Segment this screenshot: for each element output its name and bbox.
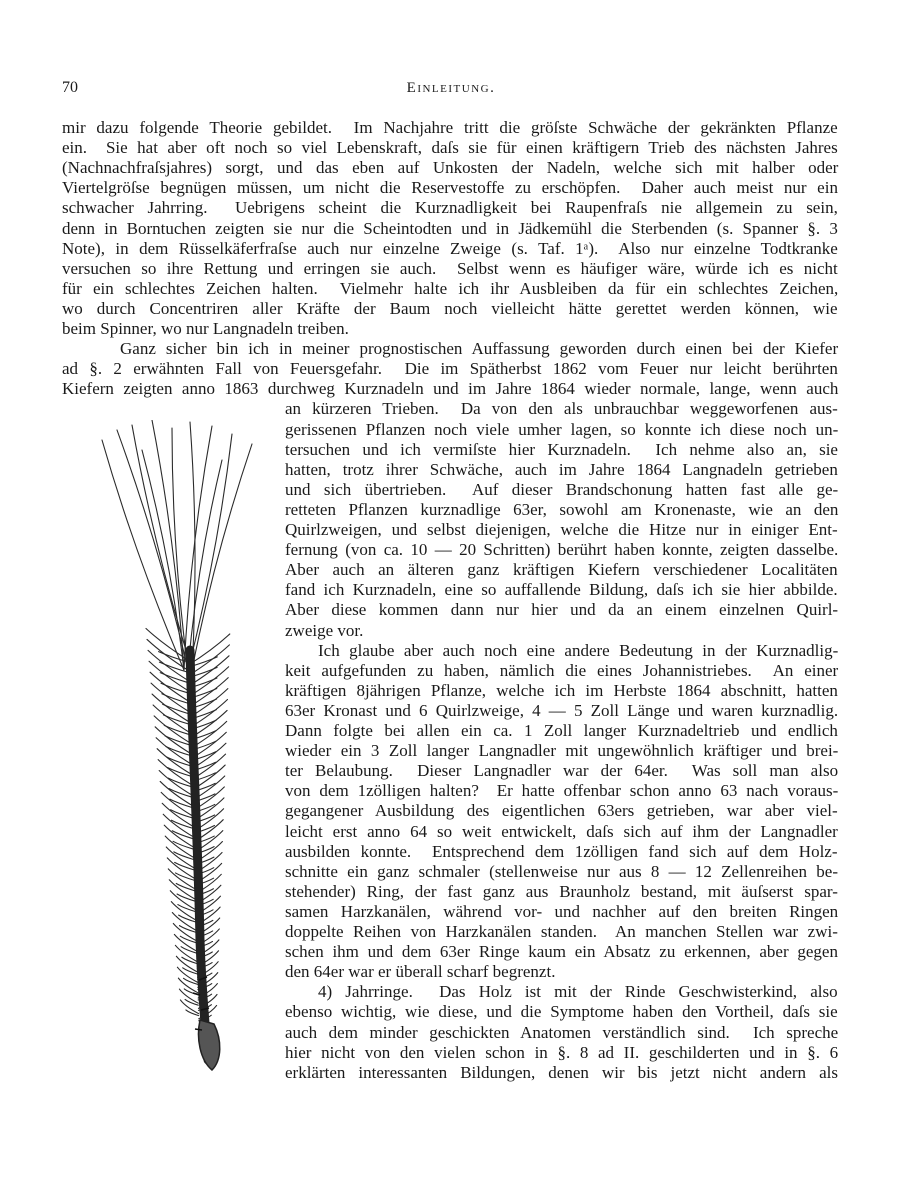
text-line: kräftigen 8jährigen Pflanze, welche ich im Herbste 1864 abschnitt, hatten	[285, 680, 838, 700]
text-line: stehender) Ring, der fast ganz aus Braunholz bestand, mit äuſserst spar-	[285, 881, 838, 901]
text-line: 63er Kronast und 6 Quirlzweige, 4 — 5 Zoll Länge und waren kurznadlig.	[285, 700, 839, 720]
text-line: schen ihm und dem 63er Ringe kaum ein Absatz zu erkennen, aber gegen	[285, 942, 838, 962]
text-line: Ganz sicher bin ich in meiner prognostischen Auffassung geworden durch einen bei der Kiefer	[120, 339, 839, 359]
text-line: und sich übertrieben. Auf dieser Brandschonung hatten fast alle ge-	[285, 479, 839, 499]
text-line: erklärten interessanten Bildungen, denen wir bis jetzt nicht andern als	[285, 1062, 838, 1082]
text-line: hatten, trotz ihrer Schwäche, auch im Jahre 1864 Langnadeln getrieben	[285, 459, 838, 479]
text-line: gegangener Ausbildung des eigentlichen 63ers getrieben, war aber viel-	[285, 801, 838, 821]
text-line: auch dem minder geschickten Anatomen verständlich sind. Ich spreche	[285, 1022, 839, 1042]
text-line: fand ich Kurznadeln, eine so auffallende Bildung, daſs ich sie hier abbilde.	[285, 580, 838, 600]
text-line: retteten Pflanzen kurznadlige 63er, sowohl am Kronenaste, wie an den	[285, 499, 839, 519]
text-line: wo durch Concentriren aller Kräfte der Baum noch vielleicht hätte gerettet werden können, wie	[62, 298, 838, 318]
text-line: 4) Jahrringe. Das Holz ist mit der Rinde Geschwisterkind, also	[318, 982, 838, 1002]
text-line: fernung (von ca. 10 — 20 Schritten) berührt haben konnte, zeigten dasselbe.	[285, 540, 839, 560]
text-line: ter Belaubung. Dieser Langnadler war der 64er. Was soll man also	[285, 761, 839, 781]
text-line: wieder ein 3 Zoll langer Langnadler mit ungewöhnlich kräftiger und brei-	[285, 741, 839, 761]
text-line: zweige vor.	[285, 620, 364, 640]
text-line: leicht erst anno 64 so weit entwickelt, daſs sich auf ihm der Langnadler	[285, 821, 838, 841]
text-line: mir dazu folgende Theorie gebildet. Im Nachjahre tritt die gröſste Schwäche der gekränkten Pflanze	[62, 118, 838, 137]
text-line: Viertelgröſse begnügen müssen, um nicht die Reservestoffe zu erschöpfen. Daher auch meist nur ein	[62, 178, 838, 198]
text-line: ebenso wichtig, wie diese, und die Symptome haben den Vortheil, daſs sie	[285, 1002, 838, 1022]
page-number: 70	[62, 79, 78, 96]
text-line: Dann folgte bei allen ein ca. 1 Zoll langer Kurznadeltrieb und endlich	[285, 721, 838, 740]
text-line: ad §. 2 erwähnten Fall von Feuersgefahr. Die im Spätherbst 1862 vom Feuer nur leicht berührten	[62, 359, 838, 379]
text-line: beim Spinner, wo nur Langnadeln treiben.	[62, 319, 349, 338]
text-line: schnitte ein ganz schmaler (stellenweise nur aus 8 — 12 Zellenreihen be-	[285, 861, 839, 881]
text-line: an kürzeren Trieben. Da von den als unbrauchbar weggeworfenen aus-	[285, 399, 838, 419]
text-line: gerissenen Pflanzen noch viele umher lagen, so konnte ich diese noch un-	[285, 419, 839, 439]
text-line: Aber auch an älteren ganz kräftigen Kiefern verschiedener Localitäten	[285, 560, 838, 580]
text-line: denn in Borntuchen zeigten sie nur die Scheintodten und in Jädkemühl die Sterbenden (s. Spanner §. 3	[62, 218, 838, 238]
pine-needle	[102, 440, 184, 670]
text-line: versuchen so ihre Rettung und erringen sie auch. Selbst wenn es häufiger wäre, würde ich es nicht	[62, 258, 838, 278]
text-line: (Nachnachfraſsjahres) sorgt, und das eben auf Unkosten der Nadeln, welche sich mit halber oder	[62, 158, 839, 178]
pine-branch-illustration	[72, 420, 272, 1080]
text-line: schwacher Jahrring. Uebrigens scheint die Kurznadligkeit bei Raupenfraſs nie allgemein zu sein,	[62, 198, 838, 218]
text-line: den 64er war er überall scharf begrenzt.	[285, 962, 556, 982]
text-line: Note), in dem Rüsselkäferfraſse auch nur einzelne Zweige (s. Taf. 1ᵃ). Also nur einzelne Todtkranke	[62, 238, 838, 258]
text-line: samen Harzkanälen, während vor- und nachher auf den breiten Ringen	[285, 901, 839, 921]
text-line: keit aufgefunden zu haben, nämlich die eines Johannistriebes. An einer	[285, 660, 839, 680]
pine-needle	[184, 426, 212, 670]
text-line: doppelte Reihen von Harzkanälen standen. An manchen Stellen war zwi-	[285, 922, 838, 941]
text-line: ein. Sie hat aber oft noch so viel Lebenskraft, daſs sie für einen kräftigern Trieb des nächsten Jahres	[62, 138, 838, 158]
text-line: von dem 1zölligen halten? Er hatte offenbar schon anno 63 nach voraus-	[285, 781, 839, 801]
page-header	[62, 76, 840, 100]
text-line: hier nicht von den vielen schon in §. 8 ad II. geschilderten und in §. 6	[285, 1042, 839, 1062]
text-line: Ich glaube aber auch noch eine andere Bedeutung in der Kurznadlig-	[318, 640, 839, 660]
running-head: Einleitung.	[406, 80, 496, 96]
text-line: Aber diese kommen dann nur hier und da an einem einzelnen Quirl-	[285, 600, 839, 620]
pine-needle	[192, 444, 252, 670]
text-line: Kiefern zeigten anno 1863 durchweg Kurznadeln und im Jahre 1864 wieder normale, lange, wenn auch	[62, 379, 839, 399]
text-line: Quirlzweigen, und selbst diejenigen, welche die Hitze nur in einiger Ent-	[285, 520, 838, 539]
text-line: ausbilden konnte. Entsprechend dem 1zölligen fand sich auf dem Holz-	[285, 841, 838, 861]
text-line: tersuchen und ich vermiſste hier Kurznadeln. Ich nehme also an, sie	[285, 439, 838, 459]
text-line: für ein schlechtes Zeichen halten. Vielmehr halte ich ihr Ausbleiben da für ein schlechtes Zeichen,	[62, 278, 839, 298]
